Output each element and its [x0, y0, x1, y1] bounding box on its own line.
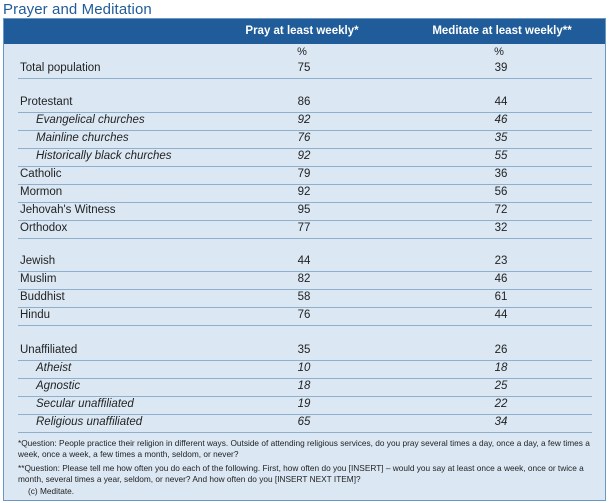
table-row	[18, 95, 592, 113]
meditate-value: 44	[494, 309, 508, 321]
table-row	[18, 61, 592, 79]
pray-value: 76	[297, 309, 311, 321]
pray-value: 92	[297, 114, 311, 126]
footnote-pray-question: *Question: People practice their religion in different ways. Outside of attending religious services, do you pray several times a day, once a day, a few times a week, once a week, a few times a month, seldom, or never?	[18, 438, 590, 459]
pray-value: 58	[297, 291, 311, 303]
table-row	[18, 308, 592, 326]
footnote-meditate-question: **Question: Please tell me how often you do each of the following. First, how often do you [INSERT] – would you say at least once a week, once or twice a month, several times a year, seldom, or never? And how often do you [INSERT NEXT ITEM]?	[18, 463, 584, 484]
table-row	[18, 167, 592, 185]
pray-value: 82	[297, 273, 311, 285]
table-row	[18, 379, 592, 397]
row-label: Mormon	[20, 186, 63, 198]
pray-value: 18	[297, 380, 311, 392]
pray-value: 65	[297, 416, 311, 428]
footnote-meditate-item: (c) Meditate.	[28, 486, 75, 496]
pray-value: 10	[297, 362, 311, 374]
meditate-value: 44	[494, 96, 508, 108]
meditate-value: 34	[494, 416, 508, 428]
table-row	[18, 290, 592, 308]
row-label: Atheist	[36, 362, 72, 374]
row-label: Unaffiliated	[20, 344, 78, 356]
table-row	[18, 185, 592, 203]
row-label: Protestant	[20, 96, 73, 108]
meditate-value: 39	[494, 62, 508, 74]
row-label: Orthodox	[20, 222, 68, 234]
meditate-value: 32	[494, 222, 508, 234]
meditate-value: 72	[494, 204, 508, 216]
pray-value: 92	[297, 150, 311, 162]
meditate-value: 26	[494, 344, 508, 356]
column-header-pray: Pray at least weekly*	[245, 25, 359, 37]
table-row	[18, 361, 592, 379]
meditate-value: 61	[494, 291, 508, 303]
table-row	[18, 415, 592, 433]
meditate-value: 56	[494, 186, 508, 198]
pray-value: 77	[297, 222, 311, 234]
row-label: Religious unaffiliated	[36, 416, 143, 428]
row-label: Mainline churches	[36, 132, 129, 144]
row-label: Agnostic	[36, 380, 81, 392]
table-row	[18, 131, 592, 149]
row-label: Jewish	[20, 255, 56, 267]
table-row	[18, 397, 592, 415]
pray-value: 44	[297, 255, 311, 267]
row-label: Secular unaffiliated	[36, 398, 134, 410]
pray-value: 75	[297, 62, 311, 74]
meditate-value: 18	[494, 362, 508, 374]
meditate-value: 55	[494, 150, 508, 162]
table-row	[18, 254, 592, 272]
table-row	[18, 221, 592, 239]
unit-label-pray: %	[297, 46, 307, 58]
meditate-value: 35	[494, 132, 508, 144]
table-row	[18, 343, 592, 361]
table-row	[18, 272, 592, 290]
table-header	[4, 19, 605, 44]
table-row	[18, 113, 592, 131]
pray-value: 76	[297, 132, 311, 144]
pray-value: 95	[297, 204, 311, 216]
pray-value: 35	[297, 344, 311, 356]
meditate-value: 23	[494, 255, 508, 267]
column-header-meditate: Meditate at least weekly**	[432, 25, 572, 37]
meditate-value: 46	[494, 114, 508, 126]
pray-value: 79	[297, 168, 311, 180]
meditate-value: 22	[494, 398, 508, 410]
table-panel	[3, 18, 606, 501]
meditate-value: 36	[494, 168, 508, 180]
row-label: Buddhist	[20, 291, 65, 303]
row-label: Catholic	[20, 168, 62, 180]
pray-value: 92	[297, 186, 311, 198]
meditate-value: 25	[494, 380, 508, 392]
page-title: Prayer and Meditation	[3, 1, 152, 18]
row-label: Evangelical churches	[36, 114, 145, 126]
unit-label-meditate: %	[494, 46, 504, 58]
row-label: Historically black churches	[36, 150, 172, 162]
row-label: Jehovah's Witness	[20, 204, 116, 216]
meditate-value: 46	[494, 273, 508, 285]
table-row	[18, 203, 592, 221]
row-label: Total population	[20, 62, 101, 74]
pray-value: 86	[297, 96, 311, 108]
row-label: Muslim	[20, 273, 57, 285]
table-row	[18, 149, 592, 167]
pray-value: 19	[297, 398, 311, 410]
row-label: Hindu	[20, 309, 51, 321]
